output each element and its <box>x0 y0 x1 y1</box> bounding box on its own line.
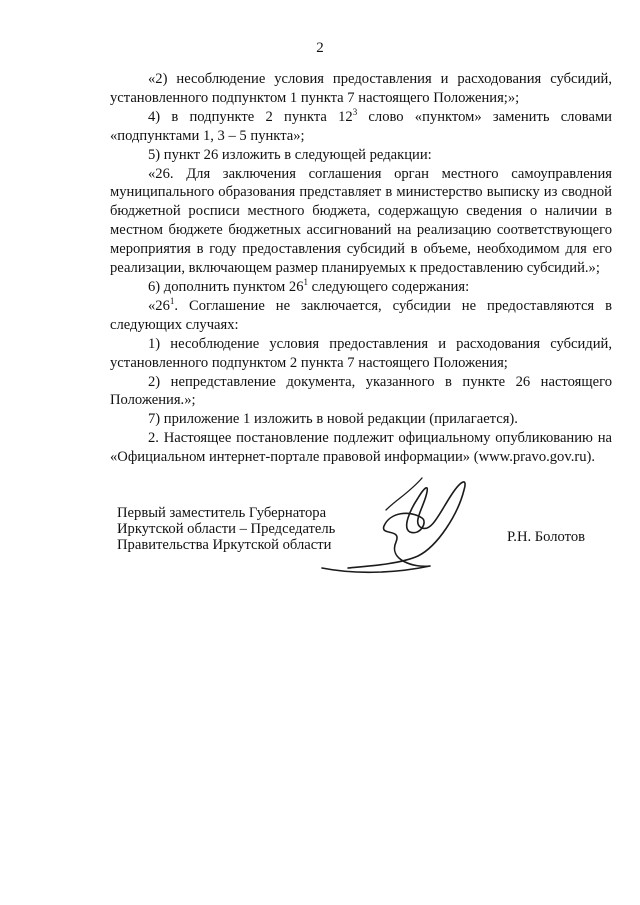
signatory-title <box>117 505 335 553</box>
paragraph-text: . Соглашение не заключается, субсидии не предоставляются в следующих случаях: <box>110 297 612 333</box>
paragraph-7-appendix: 7) приложение 1 изложить в новой редакции (прилагается). <box>148 411 518 428</box>
paragraph-6-add-26-1 <box>110 278 612 297</box>
superscript: 3 <box>352 106 358 117</box>
paragraph-4-subpoint <box>110 108 612 146</box>
paragraph-case-2: 2) непредставление документа, указанного в пункте 26 настоящего Положения.»; <box>110 373 612 409</box>
document-body <box>110 70 612 467</box>
signatory-title-line: Иркутской области – Председатель <box>117 521 336 537</box>
paragraph-26-1-text <box>110 297 612 335</box>
paragraph-text: слово «пунктом» заменить словами «подпунктами 1, 3 – 5 пункта»; <box>110 108 612 144</box>
signatory-title-line: Первый заместитель Губернатора <box>117 505 327 521</box>
paragraph-case-1: 1) несоблюдение условия предоставления и расходования субсидий, установленного подпунктом 2 пункта 7 настоящего Положения; <box>110 335 612 371</box>
superscript: 1 <box>303 276 309 287</box>
paragraph-text: 6) дополнить пунктом 26 <box>148 278 304 295</box>
paragraph-2-nonobservance: «2) несоблюдение условия предоставления и расходования субсидий, установленного подпунктом 1 пункта 7 настоящего Положения;»; <box>110 71 612 106</box>
paragraph-5-point-26: 5) пункт 26 изложить в следующей редакции: <box>148 146 432 163</box>
paragraph-publication: 2. Настоящее постановление подлежит официальному опубликованию на «Официальном интернет-портале правовой информации» (www.pravo.gov.ru). <box>110 430 612 466</box>
paragraph-text: следующего содержания: <box>308 278 470 295</box>
handwritten-signature <box>318 470 478 585</box>
paragraph-text: «26 <box>148 297 170 314</box>
paragraph-26-text: «26. Для заключения соглашения орган местного самоуправления муниципального образования представляет в министерство выписку из сводной бюджетной росписи местного бюджета, содержащую сведения о наличии в местном бюджете бюджетных ассигнований на реализацию соответствующего мероприятия в году предоставления субсидий в объеме, необходимом для его реализации, включающем размер планируемых к предоставлению субсидий.»; <box>110 165 612 277</box>
signatory-title-line: Правительства Иркутской области <box>117 537 332 553</box>
paragraph-text: 4) в подпункте 2 пункта 12 <box>148 108 353 125</box>
superscript: 1 <box>169 295 175 306</box>
signatory-name: Р.Н. Болотов <box>507 529 586 545</box>
page-number: 2 <box>316 40 324 56</box>
